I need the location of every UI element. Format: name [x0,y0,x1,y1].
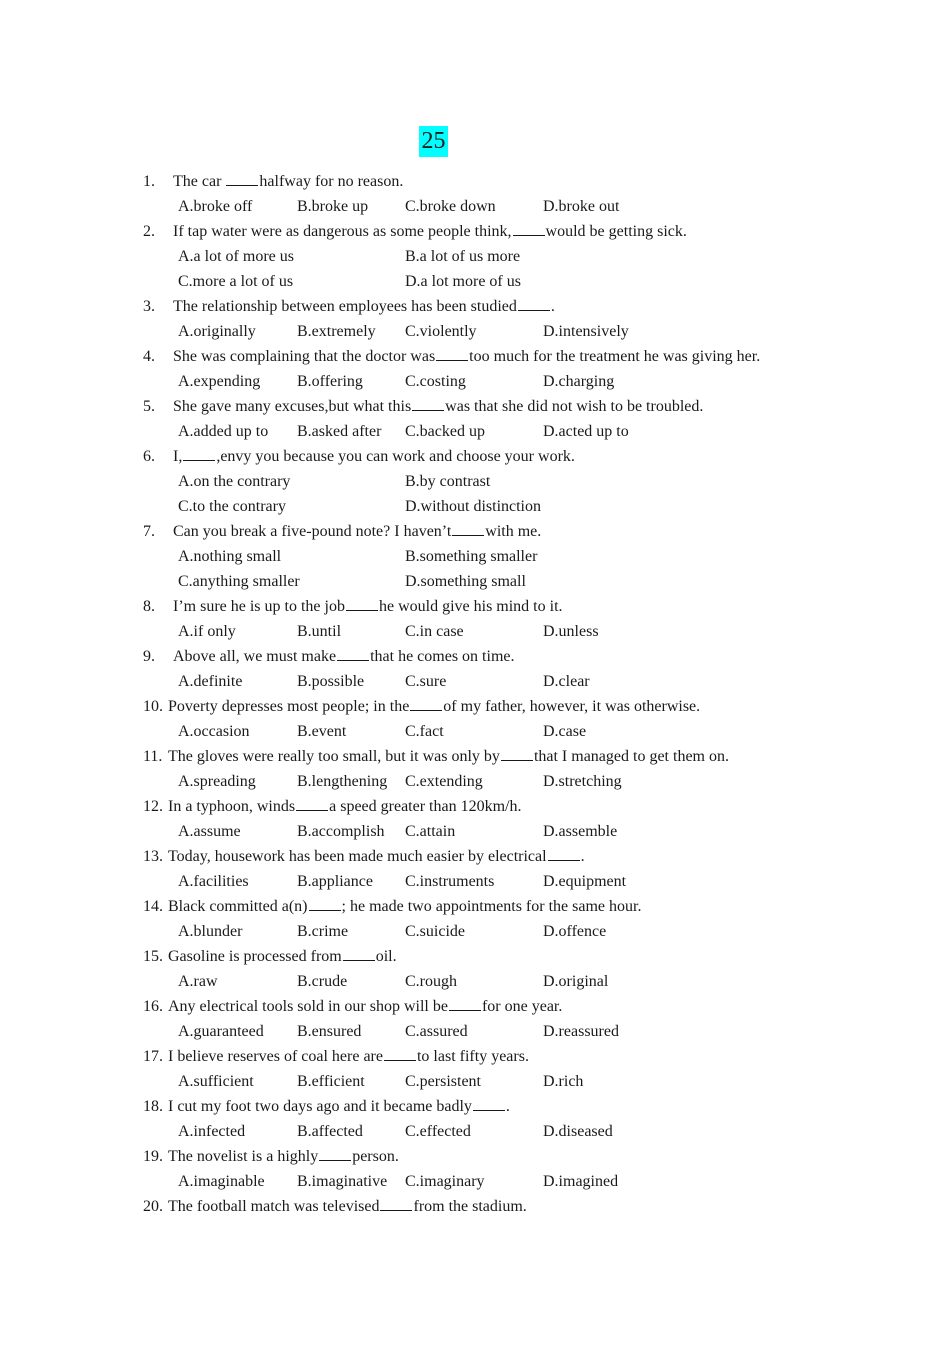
answer-blank [452,521,484,536]
question-text-before-blank: Poverty depresses most people; in the [168,698,410,715]
answer-option: D.case [543,723,587,740]
option-row [143,419,843,444]
question-item [143,1044,843,1094]
answer-option: A.originally [178,323,256,340]
question-stem [143,1044,843,1069]
option-row [143,619,843,644]
question-item [143,644,843,694]
question-text-after-blank: to last fifty years. [416,1048,529,1065]
option-row [143,1119,843,1144]
question-text-before-blank: Above all, we must make [173,648,337,665]
answer-blank [548,846,580,861]
question-stem [143,894,843,919]
answer-option: B.event [297,723,347,740]
answer-blank [337,646,369,661]
question-item [143,694,843,744]
answer-option: C.broke down [405,198,496,215]
answer-option: B.affected [297,1123,363,1140]
answer-option: B.by contrast [405,473,491,490]
question-number: 12. [143,798,163,815]
question-text-before-blank: The football match was televised [168,1198,380,1215]
answer-option: D.clear [543,673,590,690]
question-stem [143,694,843,719]
question-text-before-blank: Black committed a(n) [168,898,308,915]
question-stem [143,1094,843,1119]
question-text-after-blank: . [550,298,555,315]
question-text-before-blank: I cut my foot two days ago and it became badly [168,1098,472,1115]
question-stem [143,794,843,819]
question-text-before-blank: She was complaining that the doctor was [173,348,436,365]
question-item [143,394,843,444]
question-stem [143,644,843,669]
question-item [143,894,843,944]
question-number: 14. [143,898,163,915]
answer-option: C.costing [405,373,466,390]
answer-option: D.unless [543,623,599,640]
option-row [143,769,843,794]
question-number: 13. [143,848,163,865]
answer-option: D.diseased [543,1123,613,1140]
option-row [143,269,843,294]
question-text-after-blank: a speed greater than 120km/h. [329,798,522,815]
question-text-before-blank: Can you break a five-pound note? I haven’t [173,523,452,540]
answer-blank [410,696,442,711]
answer-option: A.if only [178,623,236,640]
question-text-before-blank: I, [173,448,183,465]
question-text-after-blank: ,envy you because you can work and choose your work. [216,448,575,465]
answer-blank [412,396,444,411]
question-number: 19. [143,1148,163,1165]
answer-option: D.something small [405,573,526,590]
question-text-after-blank: that he comes on time. [370,648,515,665]
answer-option: C.to the contrary [178,498,286,515]
question-item [143,219,843,294]
question-stem [143,519,843,544]
question-number: 6. [143,448,155,465]
answer-option: C.persistent [405,1073,481,1090]
question-stem [143,744,843,769]
answer-option: D.offence [543,923,607,940]
question-stem [143,444,843,469]
answer-option: B.crime [297,923,349,940]
question-item [143,1094,843,1144]
option-row [143,544,843,569]
question-item [143,844,843,894]
question-item [143,1144,843,1194]
answer-blank [518,296,550,311]
option-row [143,244,843,269]
answer-option: B.until [297,623,342,640]
option-row [143,919,843,944]
answer-option: A.definite [178,673,243,690]
answer-blank [183,446,215,461]
answer-blank [226,171,258,186]
answer-option: A.assume [178,823,241,840]
answer-option: A.guaranteed [178,1023,264,1040]
answer-option: B.crude [297,973,348,990]
answer-option: A.a lot of more us [178,248,294,265]
question-text-after-blank: would be getting sick. [545,223,687,240]
answer-option: C.backed up [405,423,485,440]
question-item [143,294,843,344]
question-number: 15. [143,948,163,965]
question-number: 11. [143,748,163,765]
answer-blank [319,1146,351,1161]
question-stem [143,219,843,244]
answer-option: D.stretching [543,773,622,790]
question-number: 9. [143,648,155,665]
answer-option: C.effected [405,1123,471,1140]
question-stem [143,994,843,1019]
question-number: 5. [143,398,155,415]
answer-option: C.anything smaller [178,573,300,590]
question-text-after-blank: was that she did not wish to be troubled. [445,398,704,415]
question-item [143,794,843,844]
answer-option: D.rich [543,1073,584,1090]
answer-option: A.occasion [178,723,250,740]
answer-option: B.offering [297,373,363,390]
question-number: 8. [143,598,155,615]
answer-blank [513,221,545,236]
answer-option: D.acted up to [543,423,629,440]
answer-option: B.asked after [297,423,382,440]
question-item [143,594,843,644]
page-number: 25 [419,126,448,157]
question-number: 4. [143,348,155,365]
question-stem [143,1194,843,1219]
question-text-after-blank: . [505,1098,510,1115]
question-item [143,944,843,994]
question-item [143,444,843,519]
answer-option: C.imaginary [405,1173,485,1190]
answer-option: A.added up to [178,423,269,440]
question-item [143,519,843,594]
answer-option: A.raw [178,973,218,990]
answer-option: A.facilities [178,873,249,890]
answer-blank [343,946,375,961]
answer-blank [384,1046,416,1061]
question-number: 18. [143,1098,163,1115]
answer-blank [346,596,378,611]
answer-blank [473,1096,505,1111]
question-number: 7. [143,523,155,540]
answer-option: A.blunder [178,923,243,940]
question-stem [143,1144,843,1169]
question-text-after-blank: . [580,848,585,865]
option-row [143,1169,843,1194]
question-text-before-blank: The relationship between employees has been studied [173,298,517,315]
question-stem [143,169,843,194]
question-number: 2. [143,223,155,240]
question-number: 10. [143,698,163,715]
question-text-before-blank: The gloves were really too small, but it was only by [168,748,500,765]
answer-option: B.extremely [297,323,376,340]
option-row [143,1069,843,1094]
question-stem [143,844,843,869]
answer-option: C.fact [405,723,444,740]
question-text-after-blank: of my father, however, it was otherwise. [443,698,701,715]
question-text-after-blank: that I managed to get them on. [533,748,729,765]
question-text-before-blank: The car [173,173,226,190]
answer-blank [501,746,533,761]
option-row [143,569,843,594]
answer-option: A.spreading [178,773,256,790]
answer-option: D.intensively [543,323,629,340]
answer-blank [436,346,468,361]
answer-option: D.assemble [543,823,618,840]
question-stem [143,944,843,969]
question-text-before-blank: If tap water were as dangerous as some people think, [173,223,512,240]
option-row [143,1019,843,1044]
answer-option: C.suicide [405,923,465,940]
answer-option: D.original [543,973,609,990]
answer-blank [309,896,341,911]
question-item [143,169,843,219]
question-text-before-blank: Any electrical tools sold in our shop will be [168,998,448,1015]
answer-option: C.instruments [405,873,495,890]
answer-blank [380,1196,412,1211]
answer-option: C.extending [405,773,483,790]
answer-option: C.sure [405,673,447,690]
answer-option: D.charging [543,373,615,390]
answer-option: C.in case [405,623,464,640]
answer-option: B.possible [297,673,365,690]
question-list [143,169,843,1219]
answer-option: D.reassured [543,1023,619,1040]
question-stem [143,294,843,319]
question-text-after-blank: oil. [375,948,397,965]
question-number: 20. [143,1198,163,1215]
question-text-after-blank: he would give his mind to it. [378,598,563,615]
question-number: 1. [143,173,155,190]
question-item [143,344,843,394]
answer-option: C.assured [405,1023,468,1040]
option-row [143,669,843,694]
answer-option: C.violently [405,323,477,340]
question-text-before-blank: I believe reserves of coal here are [168,1048,383,1065]
option-row [143,369,843,394]
option-row [143,819,843,844]
answer-option: D.imagined [543,1173,619,1190]
question-text-before-blank: She gave many excuses,but what this [173,398,412,415]
question-stem [143,394,843,419]
question-number: 3. [143,298,155,315]
answer-option: A.imaginable [178,1173,265,1190]
question-item [143,1194,843,1219]
option-row [143,469,843,494]
option-row [143,319,843,344]
answer-option: A.nothing small [178,548,282,565]
question-text-after-blank: too much for the treatment he was giving her. [469,348,761,365]
answer-option: A.infected [178,1123,246,1140]
question-text-after-blank: halfway for no reason. [259,173,404,190]
question-text-before-blank: I’m sure he is up to the job [173,598,345,615]
answer-option: C.attain [405,823,456,840]
answer-option: B.imaginative [297,1173,388,1190]
answer-blank [296,796,328,811]
answer-option: A.expending [178,373,261,390]
question-text-after-blank: ; he made two appointments for the same hour. [341,898,642,915]
question-text-before-blank: In a typhoon, winds [168,798,296,815]
option-row [143,719,843,744]
question-text-after-blank: person. [352,1148,399,1165]
answer-option: D.broke out [543,198,620,215]
answer-option: B.efficient [297,1073,365,1090]
question-text-after-blank: from the stadium. [413,1198,527,1215]
question-text-after-blank: for one year. [481,998,563,1015]
answer-option: B.a lot of us more [405,248,521,265]
question-text-before-blank: Today, housework has been made much easier by electrical [168,848,547,865]
question-item [143,994,843,1044]
question-item [143,744,843,794]
answer-option: C.more a lot of us [178,273,294,290]
answer-option: D.without distinction [405,498,541,515]
option-row [143,194,843,219]
answer-option: A.broke off [178,198,253,215]
question-stem [143,344,843,369]
answer-option: D.equipment [543,873,627,890]
answer-blank [449,996,481,1011]
answer-option: A.on the contrary [178,473,291,490]
answer-option: B.lengthening [297,773,388,790]
answer-option: B.something smaller [405,548,538,565]
answer-option: B.accomplish [297,823,385,840]
answer-option: A.sufficient [178,1073,254,1090]
option-row [143,969,843,994]
question-number: 16. [143,998,163,1015]
answer-option: B.ensured [297,1023,362,1040]
question-stem [143,594,843,619]
question-number: 17. [143,1048,163,1065]
question-text-before-blank: The novelist is a highly [168,1148,319,1165]
answer-option: D.a lot more of us [405,273,521,290]
answer-option: B.appliance [297,873,373,890]
answer-option: B.broke up [297,198,369,215]
answer-option: C.rough [405,973,457,990]
option-row [143,869,843,894]
question-text-before-blank: Gasoline is processed from [168,948,342,965]
option-row [143,494,843,519]
question-text-after-blank: with me. [485,523,542,540]
